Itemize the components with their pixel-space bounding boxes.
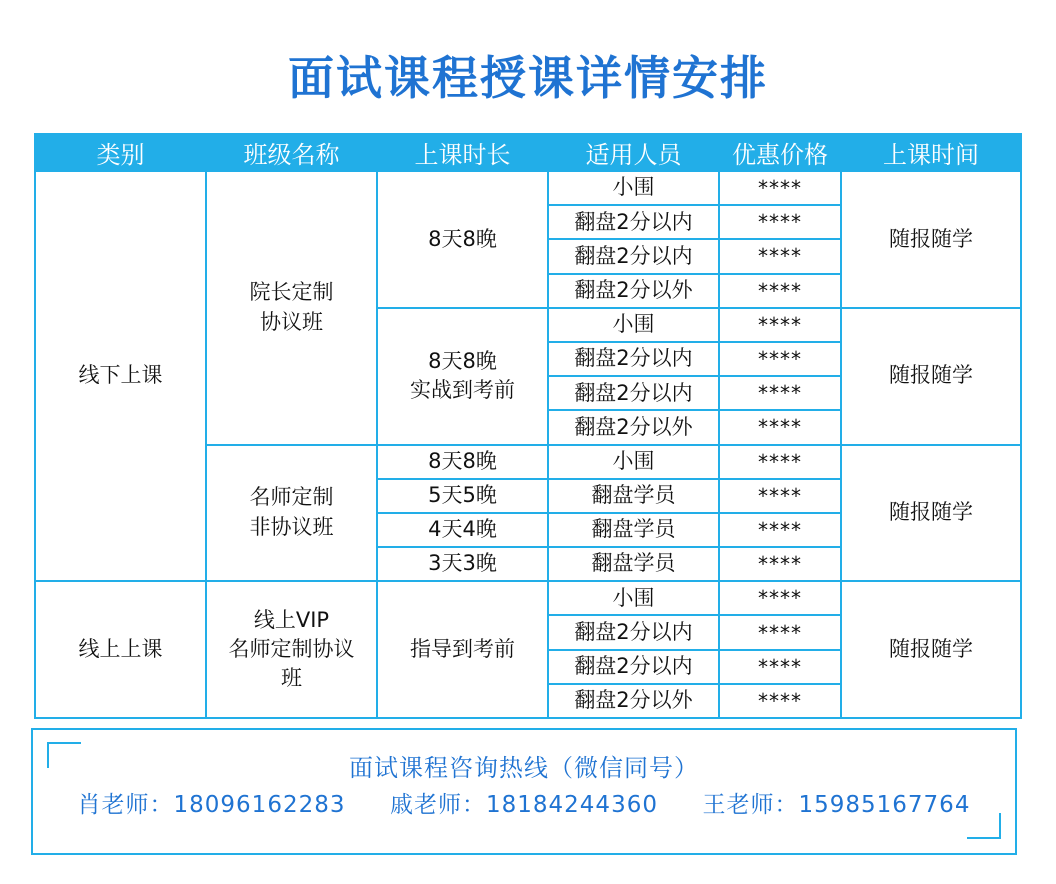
schedule-cell: 随报随学	[841, 308, 1021, 445]
applicable-cell: 小围	[548, 581, 719, 615]
header-schedule: 上课时间	[841, 134, 1021, 171]
contact-box	[31, 728, 1017, 855]
table-header-row	[35, 134, 1021, 171]
header-category: 类别	[35, 134, 206, 171]
price-cell: ****	[719, 239, 841, 273]
applicable-cell: 小围	[548, 445, 719, 479]
contact-phone: 18096162283	[173, 792, 346, 818]
contact-title: 面试课程咨询热线（微信同号）	[349, 754, 699, 782]
applicable-cell: 小围	[548, 171, 719, 205]
price-cell: ****	[719, 445, 841, 479]
contact-list	[33, 786, 1015, 819]
price-cell: ****	[719, 171, 841, 205]
schedule-cell: 随报随学	[841, 445, 1021, 582]
header-duration: 上课时长	[377, 134, 548, 171]
price-cell: ****	[719, 308, 841, 342]
price-cell: ****	[719, 650, 841, 684]
table-row	[35, 581, 1021, 615]
contact-phone: 18184244360	[486, 792, 658, 818]
header-class-name: 班级名称	[206, 134, 377, 171]
course-schedule-table	[34, 133, 1022, 719]
duration-cell: 5天5晚	[377, 479, 548, 513]
applicable-cell: 翻盘2分以内	[548, 205, 719, 239]
category-cell: 线下上课	[35, 171, 206, 581]
header-applicable: 适用人员	[548, 134, 719, 171]
class-name-cell: 院长定制 协议班	[206, 171, 377, 445]
duration-cell: 4天4晚	[377, 513, 548, 547]
applicable-cell: 翻盘2分以内	[548, 615, 719, 649]
price-cell: ****	[719, 547, 841, 581]
category-cell: 线上上课	[35, 581, 206, 718]
applicable-cell: 翻盘2分以外	[548, 410, 719, 444]
price-cell: ****	[719, 274, 841, 308]
contact-item	[78, 786, 346, 819]
applicable-cell: 翻盘学员	[548, 513, 719, 547]
duration-cell: 8天8晚 实战到考前	[377, 308, 548, 445]
price-cell: ****	[719, 615, 841, 649]
price-cell: ****	[719, 684, 841, 718]
contact-name: 戚老师：	[390, 792, 486, 818]
applicable-cell: 翻盘2分以外	[548, 274, 719, 308]
price-cell: ****	[719, 342, 841, 376]
price-cell: ****	[719, 376, 841, 410]
price-cell: ****	[719, 479, 841, 513]
contact-phone: 15985167764	[798, 792, 971, 818]
applicable-cell: 翻盘学员	[548, 547, 719, 581]
duration-cell: 3天3晚	[377, 547, 548, 581]
price-cell: ****	[719, 513, 841, 547]
schedule-cell: 随报随学	[841, 581, 1021, 718]
applicable-cell: 小围	[548, 308, 719, 342]
duration-cell: 指导到考前	[377, 581, 548, 718]
contact-name: 肖老师：	[77, 792, 174, 818]
contact-name: 王老师：	[702, 792, 799, 818]
contact-item	[390, 786, 658, 819]
duration-cell: 8天8晚	[377, 171, 548, 308]
applicable-cell: 翻盘学员	[548, 479, 719, 513]
applicable-cell: 翻盘2分以内	[548, 342, 719, 376]
applicable-cell: 翻盘2分以外	[548, 684, 719, 718]
table-row	[35, 171, 1021, 205]
schedule-cell: 随报随学	[841, 171, 1021, 308]
applicable-cell: 翻盘2分以内	[548, 650, 719, 684]
page-title: 面试课程授课详情安排	[288, 51, 768, 105]
price-cell: ****	[719, 581, 841, 615]
applicable-cell: 翻盘2分以内	[548, 376, 719, 410]
contact-item	[702, 786, 970, 819]
class-name-cell: 名师定制 非协议班	[206, 445, 377, 582]
price-cell: ****	[719, 410, 841, 444]
header-price: 优惠价格	[719, 134, 841, 171]
duration-cell: 8天8晚	[377, 445, 548, 479]
price-cell: ****	[719, 205, 841, 239]
applicable-cell: 翻盘2分以内	[548, 239, 719, 273]
class-name-cell: 线上VIP 名师定制协议 班	[206, 581, 377, 718]
